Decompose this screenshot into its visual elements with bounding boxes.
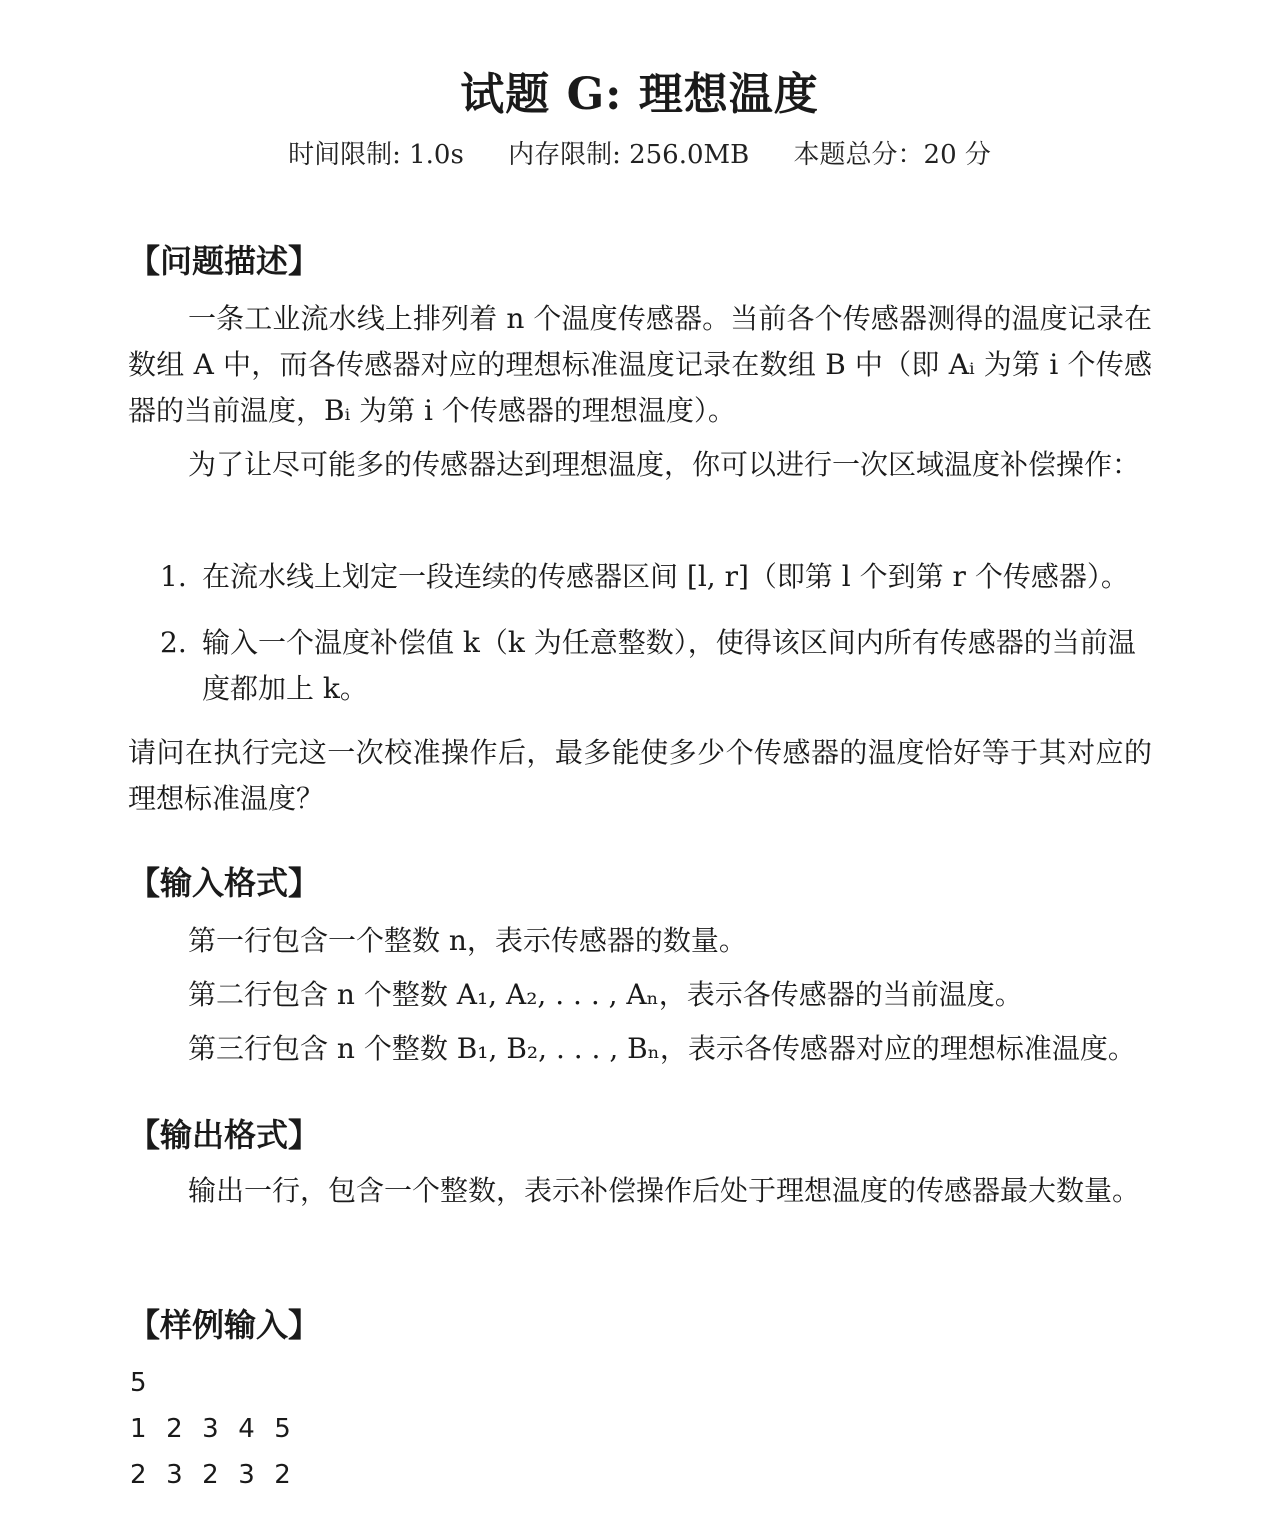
step-number: 1.: [160, 560, 187, 593]
input-line-3: 第三行包含 n 个整数 B₁, B₂, . . . , Bₙ，表示各传感器对应的理想标准温度。: [188, 1032, 1136, 1065]
problem-title: 试题 G: 理想温度: [460, 69, 819, 120]
description-paragraph-1: 一条工业流水线上排列着 n 个温度传感器。当前各个传感器测得的温度记录在数组 A 中，而各传感器对应的理想标准温度记录在数组 B 中（即 Aᵢ 为第 i 个传感器的当前温度，Bᵢ 为第 i 个传感器的理想温度）。: [128, 302, 1152, 427]
section-heading-output: 【输出格式】: [128, 1116, 321, 1154]
input-line-2: 第二行包含 n 个整数 A₁, A₂, . . . , Aₙ，表示各传感器的当前温度。: [188, 978, 1023, 1011]
step-text: 在流水线上划定一段连续的传感器区间 [l, r]（即第 l 个到第 r 个传感器）。: [202, 560, 1129, 593]
sample-input-line: 5: [130, 1368, 148, 1398]
sample-input-block: [130, 1360, 292, 1498]
input-line-1: 第一行包含一个整数 n，表示传感器的数量。: [188, 924, 747, 957]
description-paragraph-2: 为了让尽可能多的传感器达到理想温度，你可以进行一次区域温度补偿操作：: [188, 448, 1141, 481]
problem-meta: [0, 134, 1279, 171]
output-description: 输出一行，包含一个整数，表示补偿操作后处于理想温度的传感器最大数量。: [188, 1174, 1141, 1207]
sample-input-line: 2 3 2 3 2: [130, 1460, 292, 1490]
time-limit: 时间限制: 1.0s: [288, 140, 464, 170]
description-paragraph-3: 请问在执行完这一次校准操作后，最多能使多少个传感器的温度恰好等于其对应的理想标准温度？: [128, 736, 1152, 815]
section-heading-description: 【问题描述】: [128, 242, 321, 280]
step-number: 2.: [160, 626, 187, 659]
section-heading-sample-input: 【样例输入】: [128, 1306, 321, 1344]
total-score: 本题总分：20 分: [793, 140, 991, 170]
sample-input-line: 1 2 3 4 5: [130, 1414, 292, 1444]
step-text: 输入一个温度补偿值 k（k 为任意整数），使得该区间内所有传感器的当前温度都加上 k。: [202, 626, 1136, 705]
memory-limit: 内存限制: 256.0MB: [508, 140, 750, 170]
section-heading-input: 【输入格式】: [128, 864, 321, 902]
